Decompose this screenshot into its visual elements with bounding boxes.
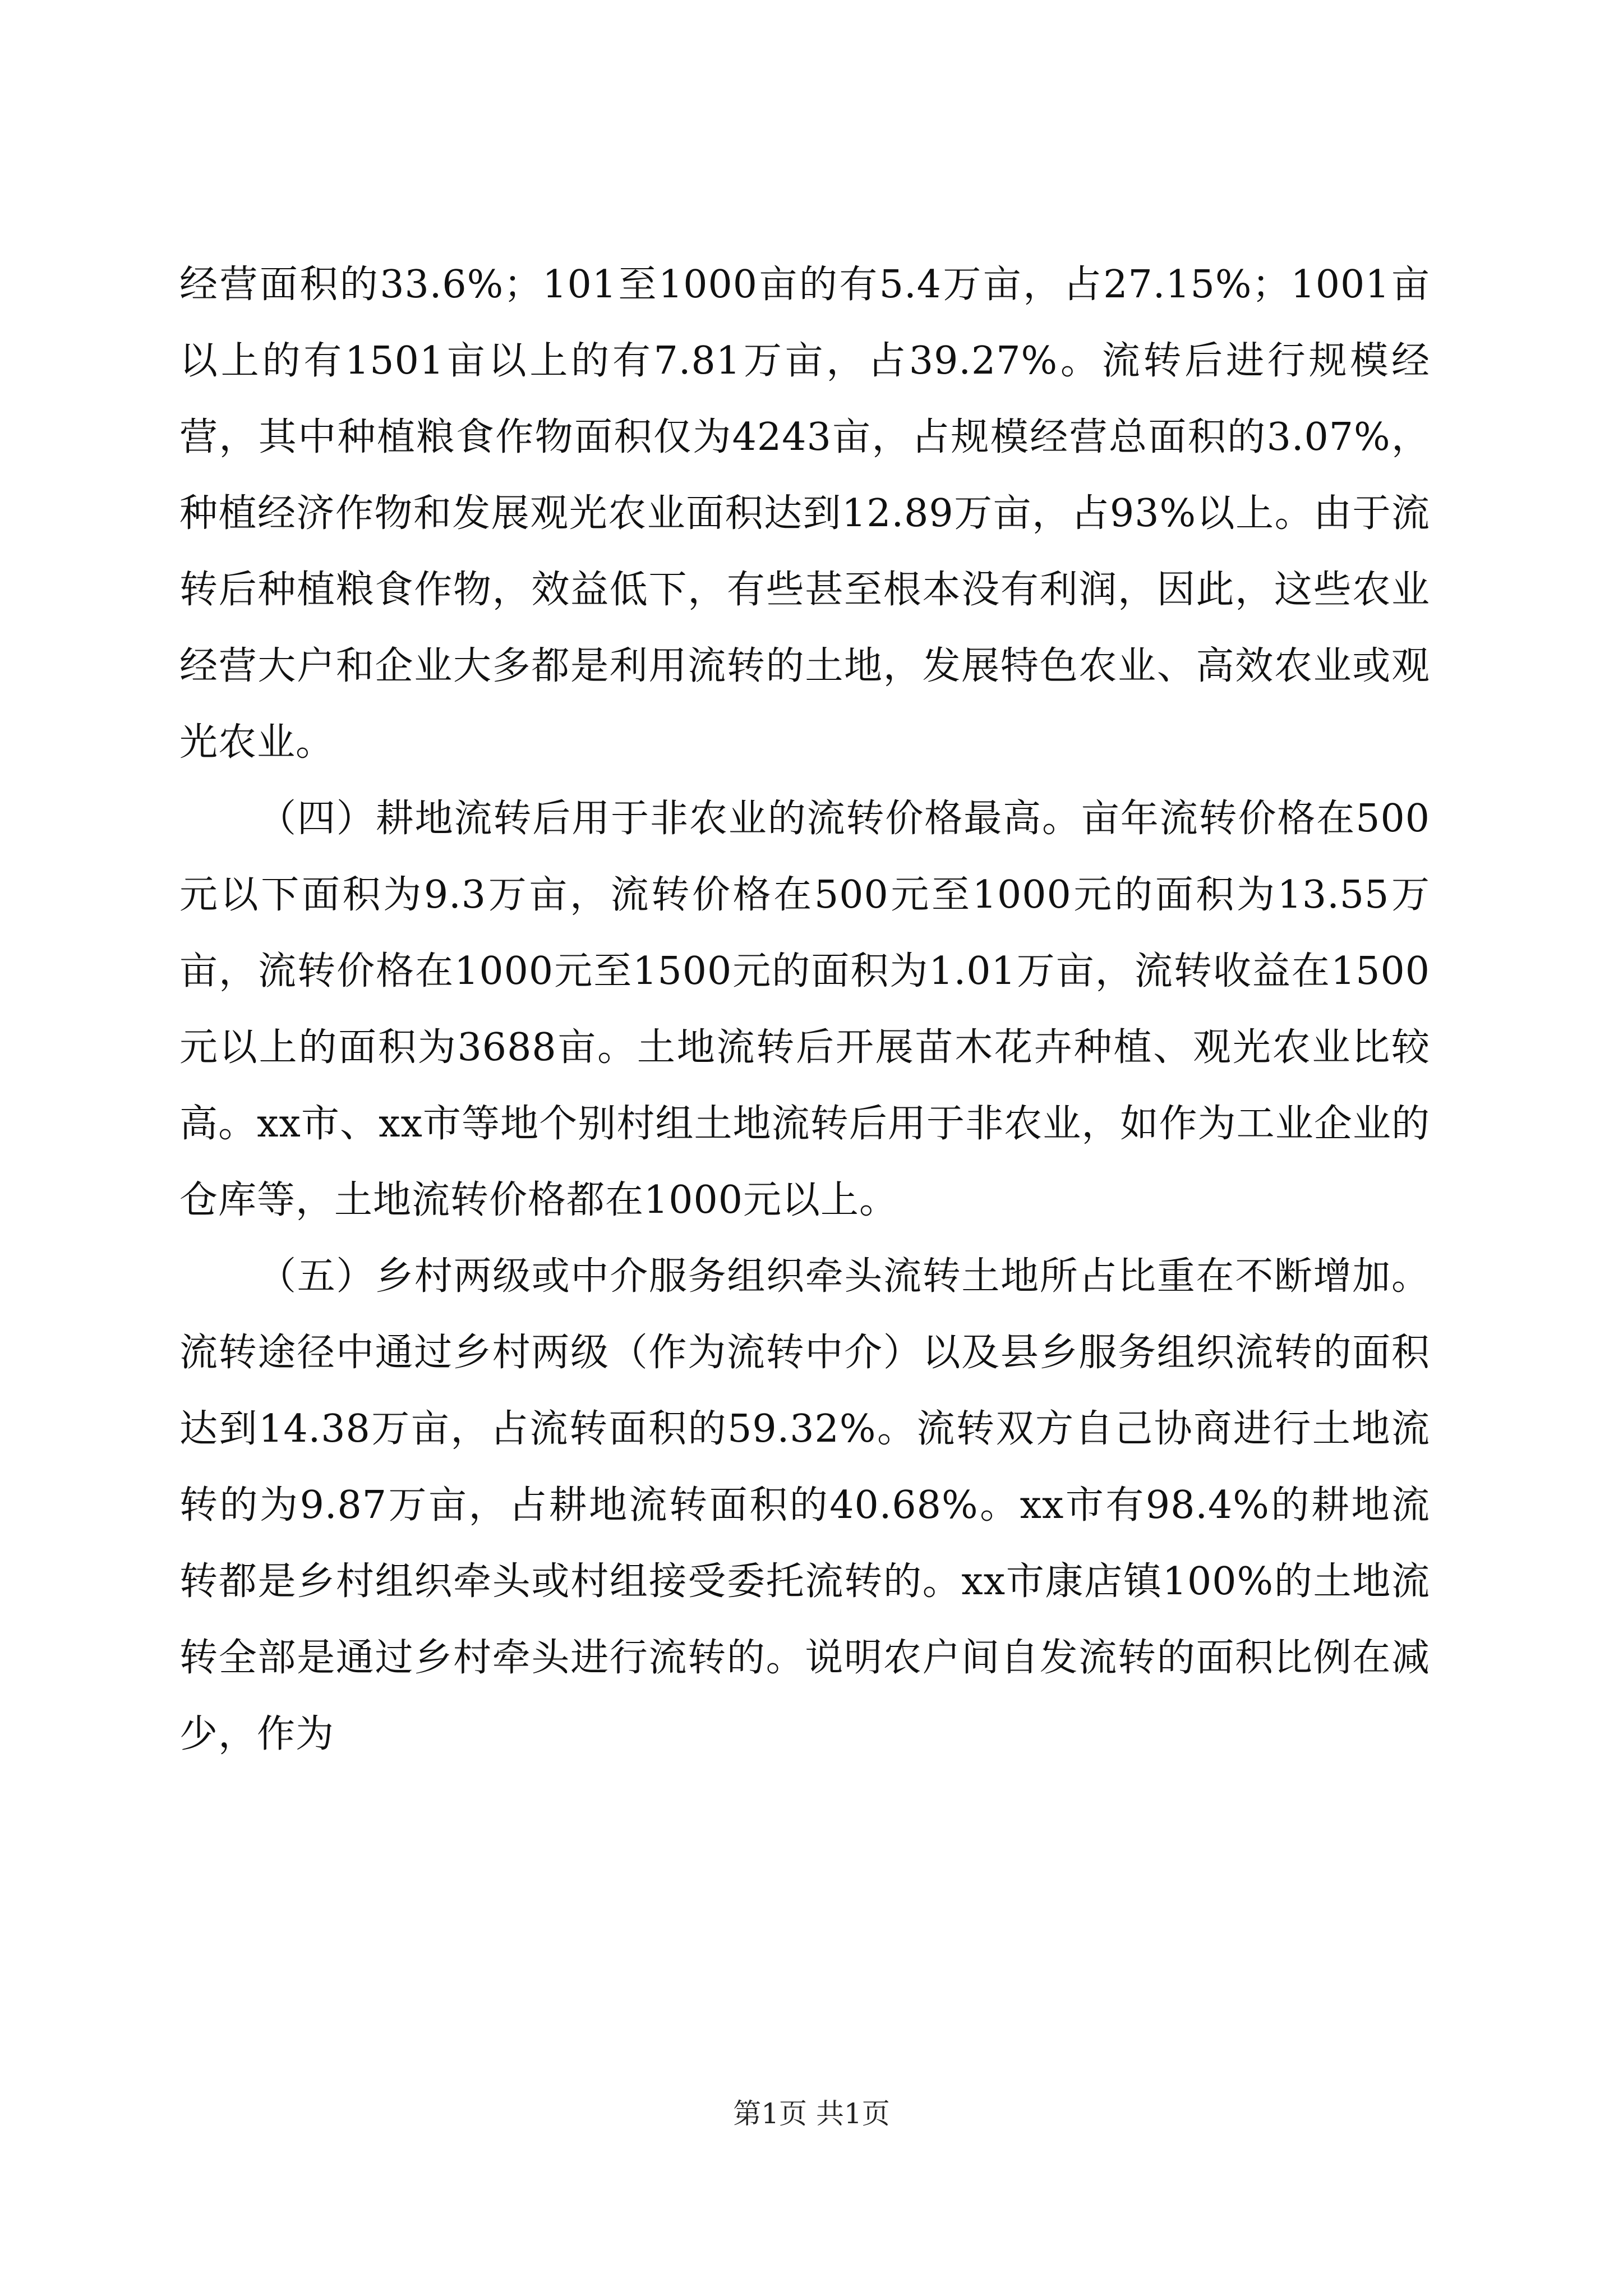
paragraph-continuation: 经营面积的33.6%；101至1000亩的有5.4万亩，占27.15%；1001亩以上的有1501亩以上的有7.81万亩，占39.27%。流转后进行规模经营，其中种植粮食作物面积仅为4243亩，占规模经营总面积的3.07%，种植经济作物和发展观光农业面积达到12.89万亩，占93%以上。由于流转后种植粮食作物，效益低下，有些甚至根本没有利润，因此，这些农业经营大户和企业大多都是利用流转的土地，发展特色农业、高效农业或观光农业。 (179, 263, 1430, 765)
paragraph-section-five: （五）乡村两级或中介服务组织牵头流转土地所占比重在不断增加。流转途径中通过乡村两级（作为流转中介）以及县乡服务组织流转的面积达到14.38万亩，占流转面积的59.32%。流转双方自己协商进行土地流转的为9.87万亩，占耕地流转面积的40.68%。xx市有98.4%的耕地流转都是乡村组织牵头或村组接受委托流转的。xx市康店镇100%的土地流转全部是通过乡村牵头进行流转的。说明农户间自发流转的面积比例在减少，作为 (179, 1254, 1430, 1756)
document-body (179, 247, 1430, 1773)
paragraph-section-four: （四）耕地流转后用于非农业的流转价格最高。亩年流转价格在500元以下面积为9.3万亩，流转价格在500元至1000元的面积为13.55万亩，流转价格在1000元至1500元的面积为1.01万亩，流转收益在1500元以上的面积为3688亩。土地流转后开展苗木花卉种植、观光农业比较高。xx市、xx市等地个别村组土地流转后用于非农业，如作为工业企业的仓库等，土地流转价格都在1000元以上。 (179, 797, 1430, 1222)
page-footer: 第1页 共1页 (733, 2097, 890, 2130)
